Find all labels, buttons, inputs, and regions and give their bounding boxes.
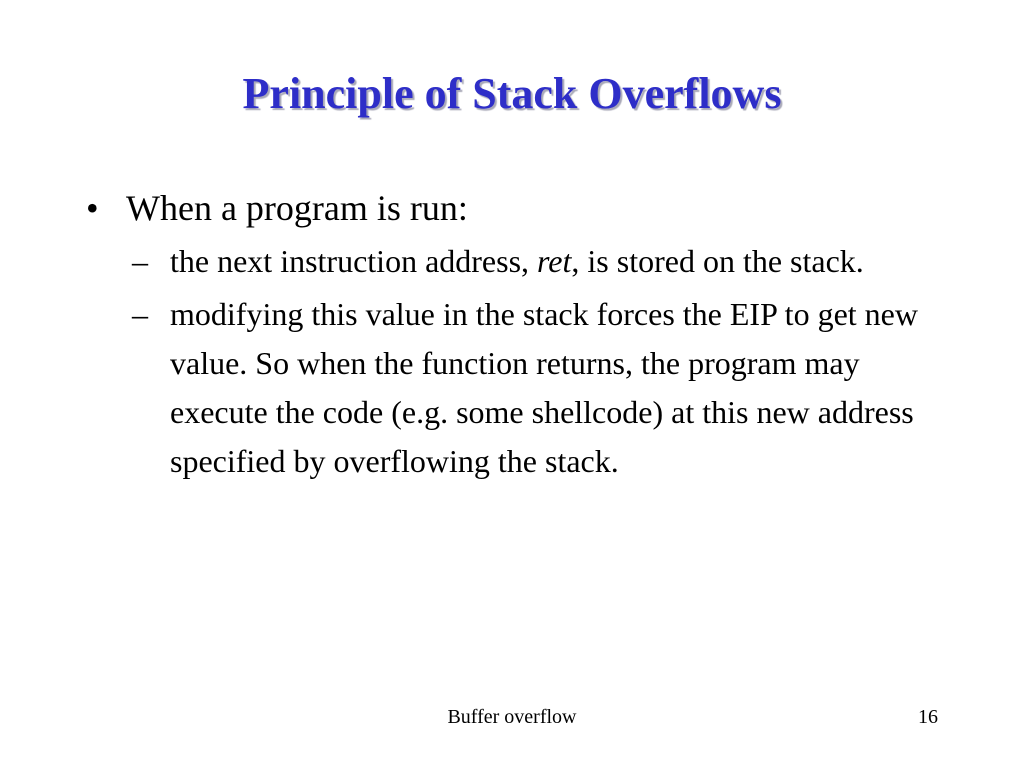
sub-item-ret xyxy=(132,237,950,286)
sub-item-text-before: the next instruction address, xyxy=(170,243,538,279)
dash-marker: – xyxy=(132,296,148,332)
footer-title: Buffer overflow xyxy=(447,706,577,728)
page-number: 16 xyxy=(918,706,938,728)
sub-item-eip xyxy=(132,290,950,486)
sub-item-italic-ret: ret xyxy=(537,243,572,279)
bullet-marker: • xyxy=(86,188,99,228)
sub-item-text: modifying this value in the stack forces the EIP to get new value. So when the function returns, the program may execute the code (e.g. some shellcode) at this new address specified by overflowing the stack. xyxy=(170,296,918,479)
bullet-text: When a program is run: xyxy=(126,188,468,228)
slide-title: Principle of Stack Overflows xyxy=(242,69,782,118)
slide-body xyxy=(86,183,966,486)
dash-marker: – xyxy=(132,243,148,279)
bullet-item xyxy=(86,183,966,233)
sub-item-text-after: , is stored on the stack. xyxy=(571,243,864,279)
